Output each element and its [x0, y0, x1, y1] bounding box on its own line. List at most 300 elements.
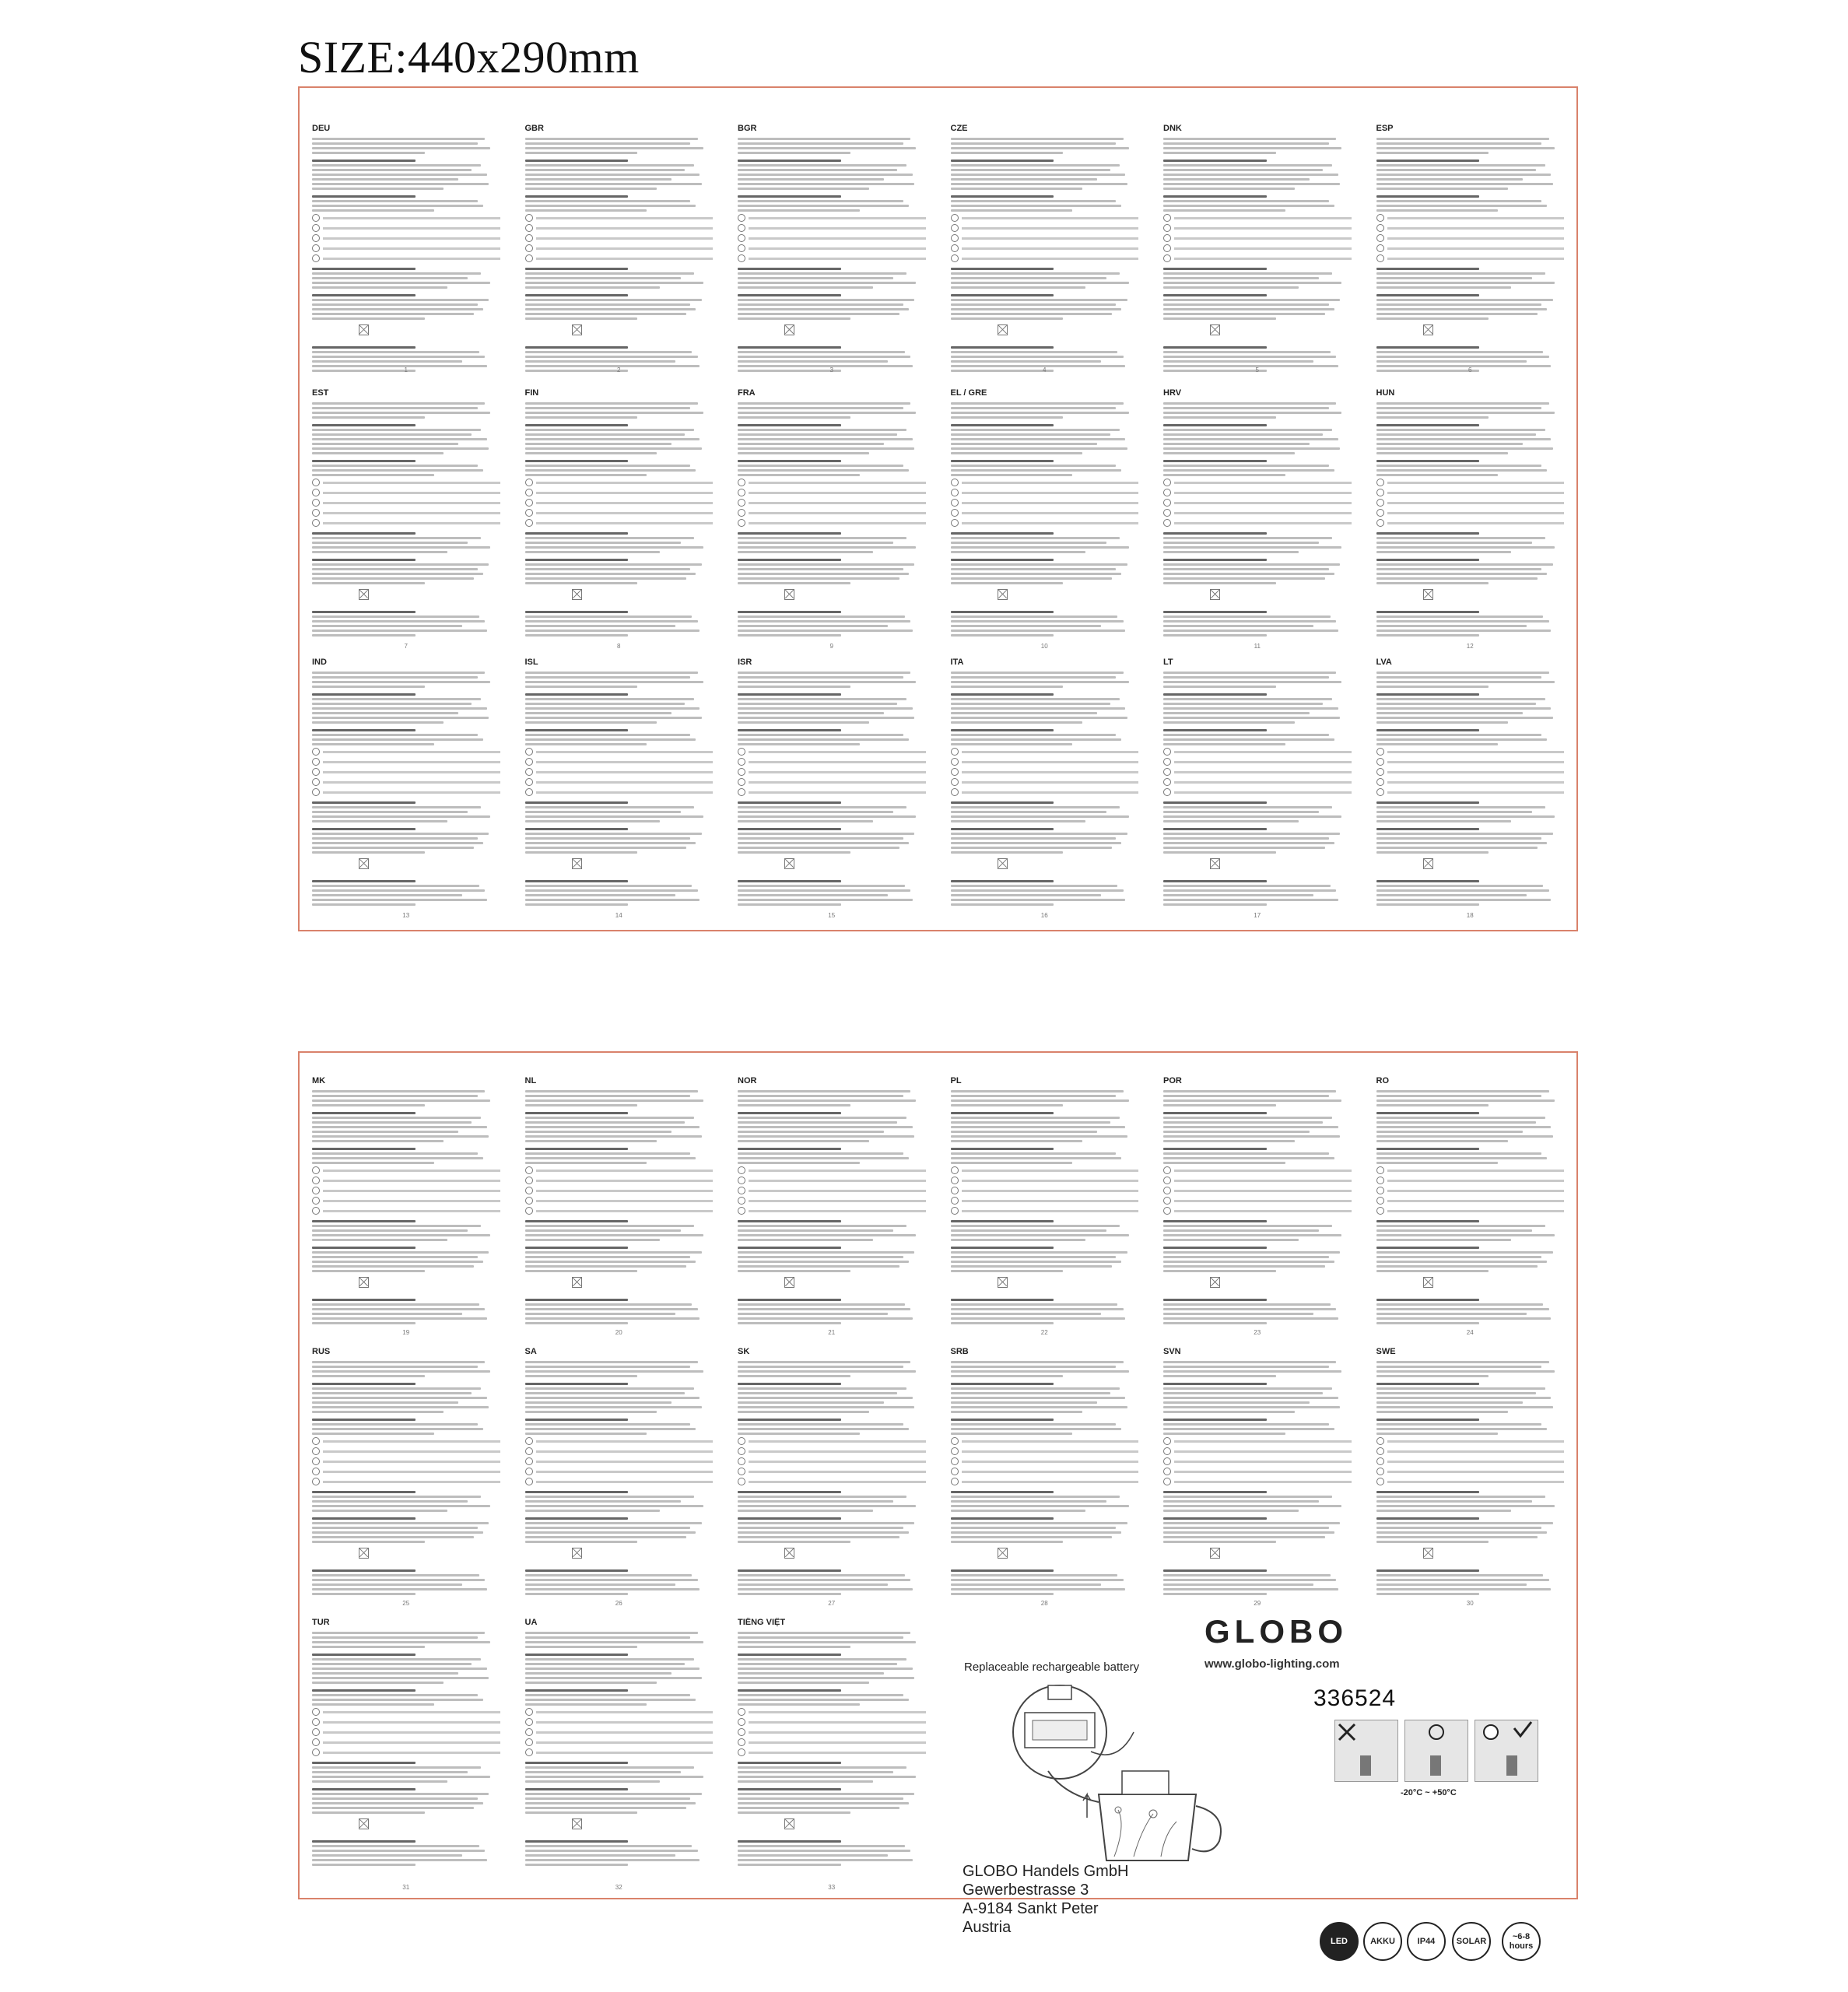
text-line: [1376, 1104, 1489, 1106]
text-line: [951, 686, 1064, 688]
text-line: [312, 303, 478, 306]
symbol-icon: [951, 1166, 959, 1174]
text-line: [312, 1850, 485, 1852]
text-line: [1163, 209, 1285, 212]
symbol-text-line: [749, 751, 926, 753]
symbol-legend-row: [951, 479, 1139, 486]
text-line: [1163, 806, 1332, 808]
symbol-text-line: [323, 1741, 500, 1744]
symbol-legend-row: [1376, 1177, 1565, 1184]
text-line: [1163, 174, 1338, 176]
language-section: [725, 388, 938, 653]
symbol-icon: [951, 254, 959, 262]
text-line: [738, 542, 893, 544]
symbol-icon: [525, 1718, 533, 1726]
text-line: [525, 1672, 672, 1675]
section-heading-line: [525, 424, 629, 426]
text-line: [1163, 412, 1341, 414]
text-line: [738, 1864, 841, 1866]
sheet-row: [300, 658, 1576, 922]
text-line: [951, 1411, 1082, 1413]
symbol-text-line: [1387, 1200, 1565, 1202]
text-line: [738, 1593, 841, 1595]
text-line: [951, 317, 1064, 320]
symbol-text-line: [536, 1170, 714, 1172]
text-line: [312, 537, 481, 539]
text-line: [1376, 1366, 1542, 1368]
text-line: [1376, 447, 1553, 450]
symbol-text-line: [536, 227, 714, 230]
symbol-icon: [525, 768, 533, 776]
symbol-icon: [525, 1748, 533, 1756]
section-heading-line: [738, 195, 841, 198]
text-line: [1163, 1126, 1338, 1128]
text-line: [1376, 734, 1542, 736]
symbol-legend-row: [1163, 224, 1352, 232]
text-line: [312, 1505, 490, 1507]
text-line: [312, 1261, 483, 1263]
text-line: [525, 542, 681, 544]
symbol-icon: [951, 479, 959, 486]
text-line: [1376, 1270, 1489, 1272]
text-line: [951, 634, 1054, 637]
text-line: [1376, 1428, 1548, 1430]
text-line: [1376, 1099, 1555, 1102]
symbol-icon: [738, 1447, 745, 1455]
text-line: [738, 447, 914, 450]
weee-bin-icon: [1423, 589, 1433, 600]
text-line: [1376, 615, 1544, 618]
text-line: [312, 313, 474, 315]
text-line: [525, 1392, 685, 1394]
text-line: [951, 1229, 1106, 1232]
text-line: [312, 365, 487, 367]
symbol-icon: [312, 1708, 320, 1716]
symbol-icon: [525, 748, 533, 756]
text-line: [738, 1541, 850, 1543]
symbol-icon: [738, 1187, 745, 1194]
text-line: [951, 537, 1120, 539]
text-line: [1376, 1251, 1553, 1254]
text-line: [1376, 698, 1545, 700]
symbol-text-line: [323, 781, 500, 784]
symbol-text-line: [536, 1200, 714, 1202]
symbol-text-line: [1387, 1440, 1565, 1443]
text-line: [525, 178, 672, 181]
text-line: [738, 1500, 893, 1503]
text-line: [738, 1135, 914, 1138]
symbol-legend-row: [1376, 768, 1565, 776]
text-line: [738, 899, 913, 901]
section-heading-line: [951, 801, 1054, 804]
text-line: [951, 1387, 1120, 1390]
text-line: [312, 1317, 487, 1320]
language-code: NL: [524, 1076, 537, 1085]
symbol-text-line: [536, 1210, 714, 1212]
text-line: [738, 1401, 884, 1404]
text-line: [525, 1162, 647, 1164]
symbol-legend-row: [312, 1457, 500, 1465]
section-heading-line: [525, 1112, 629, 1114]
symbol-legend-row: [738, 479, 926, 486]
weee-bin-icon: [359, 858, 369, 869]
text-line: [1163, 317, 1276, 320]
text-line: [312, 1864, 416, 1866]
symbol-legend-row: [738, 1187, 926, 1194]
text-line: [525, 806, 694, 808]
text-line: [738, 1317, 913, 1320]
language-section: [1364, 124, 1577, 377]
text-line: [1163, 1239, 1299, 1241]
symbol-icon: [951, 1468, 959, 1475]
text-line: [1376, 1583, 1527, 1586]
text-line: [738, 1658, 906, 1661]
text-line: [525, 416, 638, 419]
text-line: [525, 1099, 703, 1102]
text-line: [525, 889, 698, 892]
text-line: [1376, 317, 1489, 320]
symbol-text-line: [323, 1721, 500, 1724]
text-line: [738, 433, 897, 436]
section-heading-line: [738, 828, 841, 830]
section-heading-line: [312, 1419, 416, 1421]
text-line: [525, 837, 691, 840]
language-section: [1151, 1347, 1364, 1610]
symbol-icon: [1376, 1177, 1384, 1184]
sheet-row: [300, 124, 1576, 377]
page-number: 27: [828, 1600, 836, 1607]
text-line: [1163, 1531, 1334, 1534]
text-line: [1163, 1536, 1325, 1538]
page-number: 15: [828, 912, 836, 919]
symbol-icon: [1163, 788, 1171, 796]
symbol-text-line: [536, 791, 714, 794]
symbol-text-line: [536, 771, 714, 773]
symbol-text-line: [962, 791, 1139, 794]
symbol-icon: [1163, 234, 1171, 242]
section-heading-line: [738, 424, 841, 426]
text-line: [312, 1157, 483, 1159]
symbol-text-line: [323, 512, 500, 514]
symbol-text-line: [1174, 1461, 1352, 1463]
symbol-icon: [738, 1468, 745, 1475]
text-line: [312, 712, 458, 714]
text-line: [525, 546, 703, 549]
symbol-text-line: [1387, 258, 1565, 260]
section-heading-line: [525, 195, 629, 198]
text-line: [312, 1500, 468, 1503]
section-heading-line: [312, 1569, 416, 1572]
text-line: [312, 1588, 487, 1590]
section-heading-line: [525, 1654, 629, 1656]
text-line: [738, 1703, 860, 1706]
text-line: [738, 164, 906, 167]
symbol-icon: [312, 499, 320, 507]
text-line: [738, 1632, 910, 1634]
symbol-legend-row: [951, 519, 1139, 527]
text-line: [525, 429, 694, 431]
text-line: [525, 299, 702, 301]
text-line: [525, 1864, 629, 1866]
text-line: [951, 1162, 1073, 1164]
text-line: [1163, 1317, 1338, 1320]
symbol-text-line: [962, 1170, 1139, 1172]
text-line: [525, 469, 696, 472]
symbol-icon: [951, 1437, 959, 1445]
text-line: [312, 551, 447, 553]
symbol-icon: [312, 234, 320, 242]
text-line: [525, 1807, 687, 1809]
text-line: [312, 360, 462, 363]
text-line: [738, 1406, 914, 1408]
text-line: [738, 209, 860, 212]
text-line: [951, 573, 1122, 575]
symbol-text-line: [749, 217, 926, 219]
symbol-icon: [1163, 758, 1171, 766]
symbol-legend-row: [525, 1207, 714, 1215]
text-line: [951, 272, 1120, 275]
text-line: [525, 447, 702, 450]
language-code: SRB: [950, 1347, 969, 1356]
language-code: UA: [524, 1618, 538, 1627]
text-line: [738, 1099, 916, 1102]
section-heading-line: [312, 1788, 416, 1790]
text-line: [525, 717, 702, 719]
text-line: [1163, 164, 1332, 167]
symbol-icon: [312, 768, 320, 776]
text-line: [1376, 833, 1553, 835]
text-line: [525, 1229, 681, 1232]
text-line: [951, 147, 1129, 149]
text-line: [951, 1583, 1101, 1586]
text-line: [525, 205, 696, 207]
section-heading-line: [525, 1517, 629, 1520]
text-line: [951, 142, 1117, 145]
section-heading-line: [312, 729, 416, 731]
section-heading-line: [1376, 1569, 1480, 1572]
text-line: [1163, 1162, 1285, 1164]
language-section: [1364, 388, 1577, 653]
symbol-text-line: [1174, 791, 1352, 794]
weee-bin-icon: [572, 1818, 582, 1829]
text-line: [738, 1428, 909, 1430]
text-line: [1376, 894, 1527, 896]
text-line: [951, 842, 1122, 844]
text-line: [1163, 1433, 1285, 1435]
symbol-text-line: [323, 1481, 500, 1483]
symbol-legend-row: [312, 1748, 500, 1756]
text-line: [1376, 563, 1553, 566]
symbol-text-line: [323, 1752, 500, 1754]
text-line: [525, 1131, 672, 1133]
symbol-text-line: [749, 791, 926, 794]
text-line: [738, 1780, 873, 1783]
text-line: [951, 469, 1122, 472]
symbol-icon: [312, 1718, 320, 1726]
symbol-legend-row: [312, 499, 500, 507]
section-heading-line: [1376, 880, 1480, 882]
symbol-text-line: [749, 1741, 926, 1744]
text-line: [951, 299, 1127, 301]
language-code: DEU: [312, 124, 331, 133]
text-line: [1163, 1095, 1329, 1097]
text-line: [738, 1522, 914, 1524]
symbol-icon: [312, 214, 320, 222]
symbol-legend-row: [738, 1197, 926, 1205]
sheet-row: [300, 1076, 1576, 1339]
text-line: [1163, 188, 1295, 190]
language-section: [513, 124, 726, 377]
symbol-text-line: [536, 1731, 714, 1734]
section-heading-line: [1163, 532, 1267, 535]
text-line: [951, 582, 1064, 584]
text-line: [1376, 537, 1545, 539]
text-line: [738, 1663, 897, 1665]
text-line: [312, 1583, 462, 1586]
text-line: [738, 469, 909, 472]
symbol-icon: [951, 489, 959, 496]
section-heading-line: [1163, 160, 1267, 162]
language-section: [300, 1076, 513, 1339]
symbol-legend-row: [951, 254, 1139, 262]
weee-bin-icon: [784, 1548, 794, 1559]
symbol-legend-row: [312, 1718, 500, 1726]
section-heading-line: [738, 1654, 841, 1656]
text-line: [738, 1641, 916, 1643]
section-heading-line: [312, 1148, 416, 1150]
text-line: [951, 1366, 1117, 1368]
language-section: [513, 1618, 726, 1894]
symbol-text-line: [1174, 502, 1352, 504]
symbol-legend-row: [525, 1187, 714, 1194]
text-line: [525, 1375, 638, 1377]
text-line: [525, 1682, 657, 1684]
text-line: [1163, 474, 1285, 476]
text-line: [312, 1308, 485, 1310]
symbol-text-line: [1174, 781, 1352, 784]
symbol-legend-row: [312, 254, 500, 262]
language-section: [300, 388, 513, 653]
text-line: [738, 142, 903, 145]
text-line: [1163, 1234, 1341, 1236]
symbol-legend-row: [951, 1187, 1139, 1194]
language-section: [300, 124, 513, 377]
text-line: [525, 308, 696, 310]
text-line: [1163, 1370, 1341, 1373]
symbol-legend-row: [525, 1457, 714, 1465]
text-line: [738, 833, 914, 835]
symbol-text-line: [962, 492, 1139, 494]
text-line: [738, 1366, 903, 1368]
text-line: [738, 1225, 906, 1227]
symbol-legend-row: [1376, 1478, 1565, 1485]
text-line: [312, 1859, 487, 1861]
text-line: [312, 1239, 447, 1241]
text-line: [525, 681, 703, 683]
text-line: [738, 1672, 884, 1675]
symbol-icon: [312, 1187, 320, 1194]
symbol-legend-row: [1376, 748, 1565, 756]
text-line: [525, 1261, 696, 1263]
language-section: [725, 124, 938, 377]
page-number: 11: [1254, 643, 1261, 650]
text-line: [1163, 1583, 1313, 1586]
text-line: [738, 360, 888, 363]
text-line: [1163, 1104, 1276, 1106]
text-line: [1376, 272, 1545, 275]
text-line: [951, 360, 1101, 363]
text-line: [525, 303, 691, 306]
text-line: [525, 842, 696, 844]
symbol-icon: [1163, 1166, 1171, 1174]
text-line: [951, 308, 1122, 310]
symbol-icon: [1163, 1197, 1171, 1205]
text-line: [738, 169, 897, 171]
text-line: [951, 1140, 1082, 1142]
text-line: [951, 551, 1086, 553]
text-line: [951, 743, 1073, 745]
text-line: [951, 1256, 1117, 1258]
text-line: [312, 1375, 425, 1377]
text-line: [1163, 1366, 1329, 1368]
symbol-icon: [1163, 479, 1171, 486]
text-line: [1376, 351, 1544, 353]
symbol-text-line: [536, 1481, 714, 1483]
section-heading-line: [312, 460, 416, 462]
text-line: [525, 1366, 691, 1368]
text-line: [312, 1677, 489, 1679]
text-line: [1163, 1157, 1334, 1159]
text-line: [525, 209, 647, 212]
text-line: [1376, 1496, 1545, 1498]
text-line: [738, 1588, 913, 1590]
text-line: [1163, 356, 1336, 358]
text-line: [525, 317, 638, 320]
symbol-icon: [1376, 1478, 1384, 1485]
weee-bin-icon: [1210, 589, 1220, 600]
text-line: [312, 1776, 490, 1778]
symbol-legend-row: [525, 234, 714, 242]
text-line: [312, 577, 474, 580]
symbol-legend-row: [312, 1728, 500, 1736]
text-line: [951, 894, 1101, 896]
text-line: [1376, 1588, 1552, 1590]
text-line: [312, 286, 447, 289]
section-heading-line: [1163, 195, 1267, 198]
text-line: [1163, 465, 1329, 467]
text-line: [1376, 738, 1548, 741]
text-line: [738, 889, 910, 892]
text-line: [951, 416, 1064, 419]
text-line: [1163, 686, 1276, 688]
symbol-text-line: [962, 1190, 1139, 1192]
section-heading-line: [1376, 294, 1480, 296]
text-line: [525, 885, 693, 887]
symbol-text-line: [1387, 502, 1565, 504]
section-heading-line: [312, 1654, 416, 1656]
text-line: [312, 351, 479, 353]
text-line: [951, 811, 1106, 813]
sheet-row: [300, 388, 1576, 653]
section-heading-line: [525, 880, 629, 882]
text-line: [525, 1270, 638, 1272]
symbol-icon: [951, 778, 959, 786]
symbol-text-line: [1387, 227, 1565, 230]
language-code: NOR: [738, 1076, 757, 1085]
text-line: [1376, 1265, 1538, 1268]
symbol-text-line: [749, 1721, 926, 1724]
text-line: [738, 1527, 903, 1529]
